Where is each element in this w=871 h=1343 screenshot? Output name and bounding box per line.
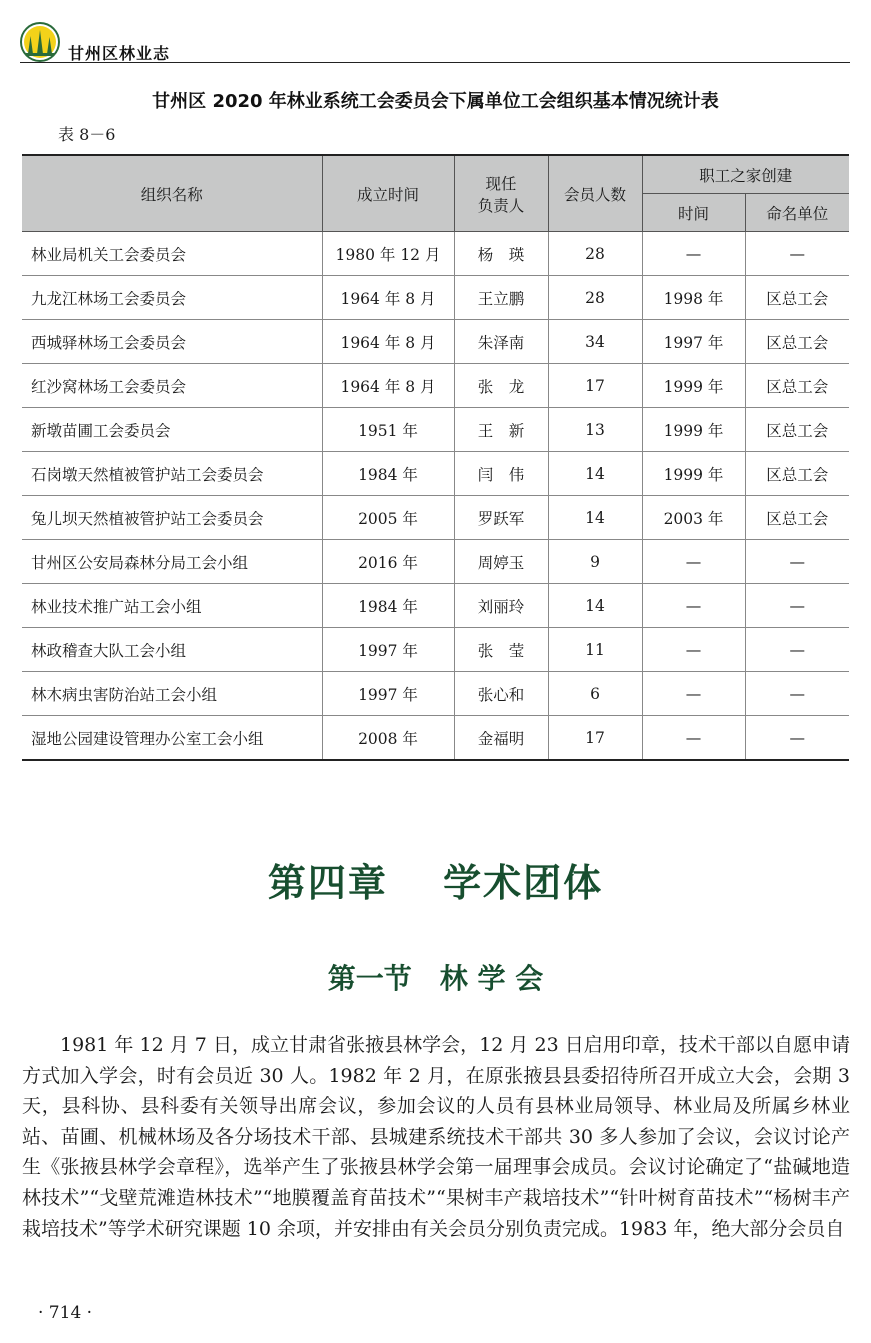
table-row bbox=[22, 716, 849, 761]
cell-home-unit: — bbox=[745, 716, 849, 761]
cell-members: 28 bbox=[548, 232, 642, 276]
cell-members: 13 bbox=[548, 408, 642, 452]
cell-leader: 王 新 bbox=[454, 408, 548, 452]
cell-org-name: 林业局机关工会委员会 bbox=[22, 232, 322, 276]
table-row bbox=[22, 452, 849, 496]
header-leader-line2: 负责人 bbox=[477, 196, 525, 215]
table-row bbox=[22, 364, 849, 408]
cell-home-unit: 区总工会 bbox=[745, 276, 849, 320]
cell-org-name: 石岗墩天然植被管护站工会委员会 bbox=[22, 452, 322, 496]
cell-founded: 1964 年 8 月 bbox=[322, 276, 454, 320]
cell-leader: 张 龙 bbox=[454, 364, 548, 408]
cell-leader: 朱泽南 bbox=[454, 320, 548, 364]
cell-leader: 杨 瑛 bbox=[454, 232, 548, 276]
cell-founded: 1984 年 bbox=[322, 452, 454, 496]
header-founded: 成立时间 bbox=[322, 155, 454, 232]
cell-org-name: 林木病虫害防治站工会小组 bbox=[22, 672, 322, 716]
table-row bbox=[22, 496, 849, 540]
table-row bbox=[22, 408, 849, 452]
cell-members: 14 bbox=[548, 496, 642, 540]
cell-home-time: 1999 年 bbox=[642, 452, 745, 496]
cell-founded: 1951 年 bbox=[322, 408, 454, 452]
cell-home-unit: 区总工会 bbox=[745, 496, 849, 540]
cell-home-unit: 区总工会 bbox=[745, 452, 849, 496]
header-members: 会员人数 bbox=[548, 155, 642, 232]
cell-home-time: — bbox=[642, 584, 745, 628]
cell-org-name: 新墩苗圃工会委员会 bbox=[22, 408, 322, 452]
table-row bbox=[22, 584, 849, 628]
cell-home-time: — bbox=[642, 232, 745, 276]
cell-leader: 刘丽玲 bbox=[454, 584, 548, 628]
book-title: 甘州区林业志 bbox=[68, 44, 171, 63]
cell-org-name: 甘州区公安局森林分局工会小组 bbox=[22, 540, 322, 584]
cell-home-unit: — bbox=[745, 540, 849, 584]
cell-founded: 1997 年 bbox=[322, 628, 454, 672]
cell-home-time: — bbox=[642, 540, 745, 584]
cell-members: 17 bbox=[548, 364, 642, 408]
cell-members: 34 bbox=[548, 320, 642, 364]
cell-leader: 张心和 bbox=[454, 672, 548, 716]
header-rule bbox=[20, 62, 850, 63]
body-paragraph: 1981 年 12 月 7 日，成立甘肃省张掖县林学会，12 月 23 日启用印章，技术干部以自愿申请方式加入学会，时有会员近 30 人。1982 年 2 月，在原张掖县县委招待所召开成立大会，会期 3 天，县科协、县科委有关领导出席会议，参加会议的人员有县林业局领导、林业局及所属乡林业站、苗圃、机械林场及各分场技术干部、县城建系统技术干部共 30 多人参加了会议，会议讨论产生《张掖县林学会章程》，选举产生了张掖县林学会第一届理事会成员。会议讨论确定了“盐碱地造林技术”“戈壁荒滩造林技术”“地膜覆盖育苗技术”“果树丰产栽培技术”“针叶树育苗技术”“杨树丰产栽培技术”等学术研究课题 10 余项，并安排由有关会员分别负责完成。1983 年，绝大部分会员自 bbox=[22, 1034, 850, 1240]
cell-home-unit: — bbox=[745, 584, 849, 628]
cell-leader: 王立鹏 bbox=[454, 276, 548, 320]
cell-home-time: — bbox=[642, 672, 745, 716]
cell-home-unit: — bbox=[745, 628, 849, 672]
statistics-table bbox=[22, 154, 849, 761]
cell-members: 6 bbox=[548, 672, 642, 716]
cell-org-name: 西城驿林场工会委员会 bbox=[22, 320, 322, 364]
cell-home-time: — bbox=[642, 628, 745, 672]
header-org-name: 组织名称 bbox=[22, 155, 322, 232]
table-row bbox=[22, 540, 849, 584]
cell-members: 14 bbox=[548, 452, 642, 496]
cell-founded: 1964 年 8 月 bbox=[322, 364, 454, 408]
forest-logo-icon bbox=[20, 22, 60, 62]
cell-founded: 2005 年 bbox=[322, 496, 454, 540]
cell-org-name: 林政稽查大队工会小组 bbox=[22, 628, 322, 672]
cell-founded: 2016 年 bbox=[322, 540, 454, 584]
cell-members: 9 bbox=[548, 540, 642, 584]
cell-founded: 1997 年 bbox=[322, 672, 454, 716]
cell-home-time: 1998 年 bbox=[642, 276, 745, 320]
cell-members: 17 bbox=[548, 716, 642, 761]
cell-home-time: 1999 年 bbox=[642, 408, 745, 452]
cell-home-unit: 区总工会 bbox=[745, 408, 849, 452]
cell-home-unit: 区总工会 bbox=[745, 320, 849, 364]
cell-home-unit: — bbox=[745, 672, 849, 716]
cell-home-time: — bbox=[642, 716, 745, 761]
table-row bbox=[22, 672, 849, 716]
cell-home-time: 2003 年 bbox=[642, 496, 745, 540]
page-number: · 714 · bbox=[38, 1303, 93, 1323]
cell-home-time: 1997 年 bbox=[642, 320, 745, 364]
table-number: 表 8－6 bbox=[58, 125, 116, 144]
cell-home-unit: — bbox=[745, 232, 849, 276]
cell-org-name: 九龙江林场工会委员会 bbox=[22, 276, 322, 320]
cell-founded: 1964 年 8 月 bbox=[322, 320, 454, 364]
page-header bbox=[20, 22, 850, 64]
cell-founded: 1980 年 12 月 bbox=[322, 232, 454, 276]
chapter-title: 第四章 学术团体 bbox=[267, 861, 604, 905]
cell-members: 14 bbox=[548, 584, 642, 628]
cell-leader: 张 莹 bbox=[454, 628, 548, 672]
cell-leader: 金福明 bbox=[454, 716, 548, 761]
table-row bbox=[22, 320, 849, 364]
header-leader-line1: 现任 bbox=[485, 174, 517, 193]
header-home-unit: 命名单位 bbox=[745, 194, 849, 232]
header-leader bbox=[454, 155, 548, 232]
cell-home-time: 1999 年 bbox=[642, 364, 745, 408]
cell-leader: 闫 伟 bbox=[454, 452, 548, 496]
cell-leader: 罗跃军 bbox=[454, 496, 548, 540]
cell-leader: 周婷玉 bbox=[454, 540, 548, 584]
section-title: 第一节 林 学 会 bbox=[327, 962, 544, 995]
table-row bbox=[22, 276, 849, 320]
cell-org-name: 红沙窝林场工会委员会 bbox=[22, 364, 322, 408]
table-row bbox=[22, 628, 849, 672]
cell-founded: 1984 年 bbox=[322, 584, 454, 628]
table-row bbox=[22, 232, 849, 276]
cell-members: 11 bbox=[548, 628, 642, 672]
cell-home-unit: 区总工会 bbox=[745, 364, 849, 408]
header-home-time: 时间 bbox=[642, 194, 745, 232]
table-title: 甘州区 2020 年林业系统工会委员会下属单位工会组织基本情况统计表 bbox=[152, 91, 719, 112]
cell-org-name: 林业技术推广站工会小组 bbox=[22, 584, 322, 628]
cell-org-name: 湿地公园建设管理办公室工会小组 bbox=[22, 716, 322, 761]
cell-members: 28 bbox=[548, 276, 642, 320]
header-home-group: 职工之家创建 bbox=[642, 155, 849, 194]
cell-org-name: 兔儿坝天然植被管护站工会委员会 bbox=[22, 496, 322, 540]
cell-founded: 2008 年 bbox=[322, 716, 454, 761]
